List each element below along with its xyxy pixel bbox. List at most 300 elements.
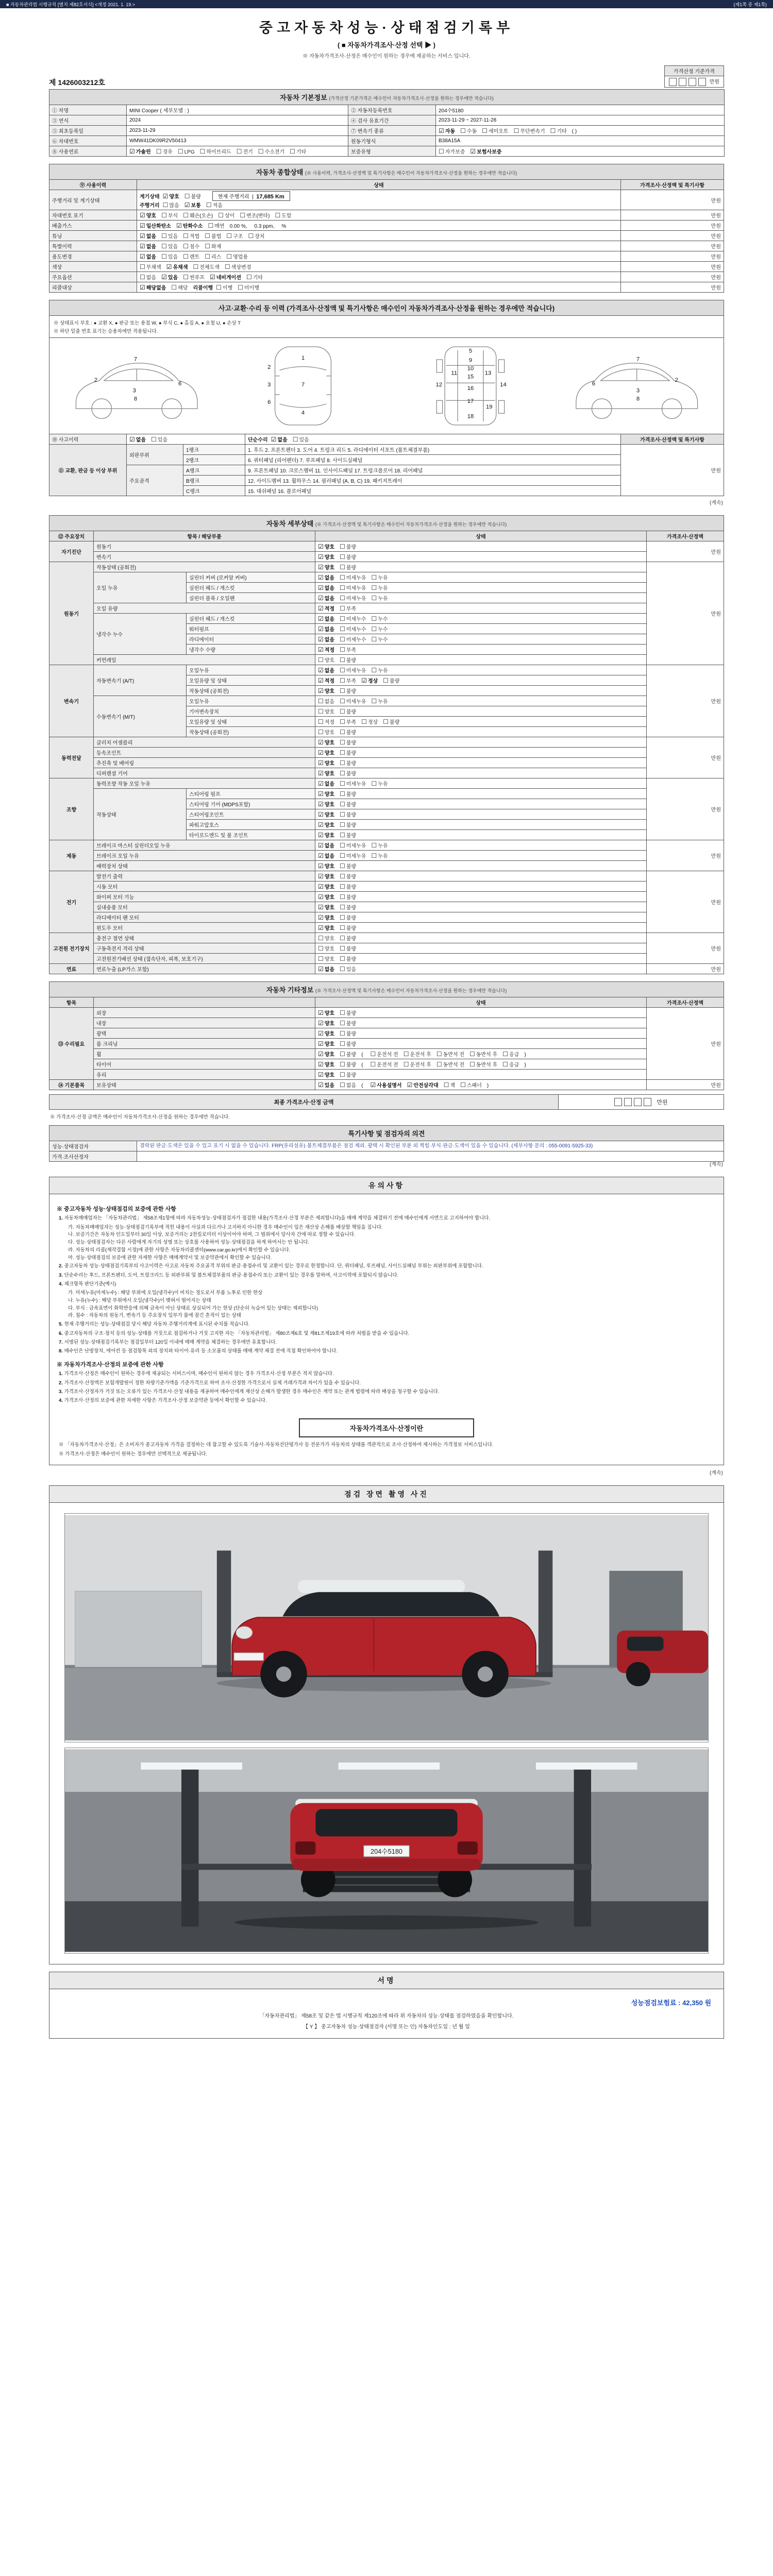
inline-value: ( — [361, 1052, 363, 1058]
panel-number: 16 — [467, 385, 474, 392]
checkbox-미세누유[interactable]: ☐ 미세누유 — [340, 595, 366, 602]
item-state — [315, 820, 647, 830]
checkbox-불법[interactable]: ☐ 불법 — [205, 232, 222, 240]
checkbox-불량[interactable]: ☐ 불량 — [340, 708, 357, 716]
checkbox-썬루프[interactable]: ☐ 썬루프 — [183, 274, 205, 281]
item-label: 원동기 — [94, 541, 315, 552]
checkbox-누유[interactable]: ☐ 누유 — [371, 852, 388, 860]
checkbox-구조[interactable]: ☐ 구조 — [226, 232, 243, 240]
checkbox-불량[interactable]: ☐ 불량 — [340, 1040, 357, 1048]
item-label: 디퍼렌셜 기어 — [94, 768, 315, 778]
checkbox-동반석 전[interactable]: ☐ 동반석 전 — [436, 1061, 465, 1069]
form-rule-bar — [0, 0, 773, 8]
checkbox-양호[interactable]: ☑ 양호 — [318, 543, 335, 551]
column-header: 상태 — [137, 180, 621, 190]
field-label: ② 자동차등록번호 — [348, 105, 436, 115]
remarks-row — [49, 1141, 724, 1151]
checkbox-양호[interactable]: ☑ 양호 — [162, 193, 179, 200]
checkbox-양호[interactable]: ☑ 양호 — [318, 1050, 335, 1058]
checkbox-변조(변타)[interactable]: ☐ 변조(변타) — [240, 212, 270, 219]
checkbox-불량[interactable]: ☐ 불량 — [340, 553, 357, 561]
continue-mark: (계속) — [710, 500, 723, 506]
final-price-digit — [614, 1098, 622, 1106]
checkbox-경유[interactable]: ☐ 경유 — [156, 148, 173, 156]
checkbox-누수[interactable]: ☐ 누수 — [371, 615, 388, 623]
checkbox-양호[interactable]: ☑ 양호 — [318, 553, 335, 561]
checkbox-전기[interactable]: ☐ 전기 — [236, 148, 253, 156]
checkbox-양호[interactable]: ☑ 양호 — [318, 914, 335, 922]
checkbox-누유[interactable]: ☐ 누유 — [371, 667, 388, 674]
checkbox-없음[interactable]: ☑ 없음 — [318, 584, 335, 592]
checkbox-없음[interactable]: ☑ 없음 — [318, 625, 335, 633]
checkbox-양호[interactable]: ☑ 양호 — [318, 770, 335, 777]
notice-subitem: 라. 침수 : 자동차의 원동기, 변속기 등 주요장치 일부가 물에 잠긴 흔적이 있는 상태 — [68, 1313, 241, 1319]
checkbox-없음[interactable]: ☑ 없음 — [318, 667, 335, 674]
checkbox-부족[interactable]: ☐ 부족 — [340, 677, 357, 685]
checkbox-미세누유[interactable]: ☐ 미세누유 — [340, 842, 366, 850]
checkbox-불량[interactable]: ☐ 불량 — [340, 687, 357, 695]
checkbox-도말[interactable]: ☐ 도말 — [275, 212, 292, 219]
checkbox-적정[interactable]: ☐ 적정 — [318, 718, 335, 726]
checkbox-수소전기[interactable]: ☐ 수소전기 — [258, 148, 285, 156]
checkbox-있음[interactable]: ☐ 있음 — [161, 232, 178, 240]
checkbox-응급[interactable]: ☐ 응급 — [502, 1061, 519, 1069]
subitem-label: 스티어링 펌프 — [187, 789, 315, 799]
item-state — [315, 830, 647, 840]
item-state — [315, 840, 647, 851]
checkbox-icon: ☐ — [383, 718, 389, 726]
checkbox-기타[interactable]: ☐ 기타 — [550, 127, 567, 135]
checkbox-icon: ☑ — [271, 436, 277, 444]
checkbox-운전석 후[interactable]: ☐ 운전석 후 — [403, 1061, 431, 1069]
checkbox-양호[interactable]: ☑ 양호 — [318, 687, 335, 695]
item-state — [315, 892, 647, 902]
checkbox-icon: ☐ — [205, 243, 211, 250]
checkbox-양호[interactable]: ☑ 양호 — [318, 739, 335, 747]
checkbox-없음[interactable]: ☑ 없음 — [318, 615, 335, 623]
checkbox-적정[interactable]: ☑ 적정 — [318, 605, 335, 613]
checkbox-불량[interactable]: ☐ 불량 — [340, 924, 357, 932]
checkbox-적법[interactable]: ☐ 적법 — [183, 232, 200, 240]
checkbox-누수[interactable]: ☐ 누수 — [371, 625, 388, 633]
checkbox-미세누유[interactable]: ☐ 미세누유 — [340, 667, 366, 674]
checkbox-누수[interactable]: ☐ 누수 — [371, 636, 388, 643]
subitem-label: 냉각수 수량 — [187, 645, 315, 655]
detail-state-table — [49, 515, 724, 974]
item-label: 외장 — [94, 1008, 315, 1018]
checkbox-있음[interactable]: ☐ 있음 — [340, 965, 357, 973]
price-cell: 만원 — [621, 445, 724, 496]
checkbox-누유[interactable]: ☐ 누유 — [371, 584, 388, 592]
panel-number: 17 — [467, 398, 474, 405]
subitem-label: 스티어링조인트 — [187, 809, 315, 820]
checkbox-양호[interactable]: ☑ 양호 — [318, 1030, 335, 1038]
checkbox-icon: ☑ — [318, 667, 324, 674]
checkbox-icon: ☐ — [340, 852, 345, 860]
checkbox-양호[interactable]: ☐ 양호 — [318, 935, 335, 942]
checkbox-양호[interactable]: ☑ 양호 — [318, 893, 335, 901]
checkbox-icon: ☐ — [183, 274, 189, 281]
checkbox-없음[interactable]: ☑ 없음 — [140, 232, 157, 240]
device-group: ⑭ 기본품목 — [49, 1080, 94, 1090]
checkbox-불량[interactable]: ☐ 불량 — [340, 759, 357, 767]
checkbox-불량[interactable]: ☐ 불량 — [340, 1071, 357, 1079]
checkbox-불량[interactable]: ☐ 불량 — [340, 790, 357, 798]
signature-fields: 【 Y 】 중고자동차 성능·상태점검자 (서명 또는 인) 자동차인도일 : 년 월 일 — [303, 2024, 470, 2030]
item-label: 충전구 절연 상태 — [94, 933, 315, 943]
checkbox-전체도색[interactable]: ☐ 전체도색 — [193, 263, 220, 271]
checkbox-운전석 후[interactable]: ☐ 운전석 후 — [403, 1050, 431, 1058]
checkbox-없음[interactable]: ☑ 없음 — [318, 595, 335, 602]
checkbox-스패너[interactable]: ☐ 스패너 — [460, 1081, 482, 1089]
checkbox-상이[interactable]: ☐ 상이 — [218, 212, 235, 219]
checkbox-침수[interactable]: ☐ 침수 — [183, 243, 200, 250]
inspector-comment: 결락된 판금·도색은 있을 수 있고 표기 시 없을 수 있습니다. FRP(유리섬유)·볼트체결부품은 점검 제외. 광택 시 확인된 부분 외 찍힘·부식·판금·도색이 있을 수 있습니다. (세부사항 문의 : 055-0091-5925-33) — [137, 1141, 724, 1151]
checkbox-부족[interactable]: ☐ 부족 — [340, 718, 357, 726]
checkbox-많음[interactable]: ☐ 많음 — [162, 201, 179, 209]
checkbox-불량[interactable]: ☐ 불량 — [340, 564, 357, 571]
field-label: ⑧ 사용연료 — [49, 146, 127, 157]
panel-number: 3 — [132, 387, 136, 394]
device-row — [49, 912, 724, 923]
checkbox-불량[interactable]: ☐ 불량 — [340, 883, 357, 891]
checkbox-icon: ☑ — [140, 253, 145, 261]
checkbox-기타[interactable]: ☐ 기타 — [290, 148, 307, 156]
checkbox-icon: ☐ — [383, 677, 389, 685]
checkbox-화재[interactable]: ☐ 화재 — [205, 243, 222, 250]
checkbox-미세누유[interactable]: ☐ 미세누유 — [340, 852, 366, 860]
basic-row — [49, 126, 725, 136]
checkbox-icon: ☐ — [218, 212, 224, 219]
checkbox-불량[interactable]: ☐ 불량 — [340, 543, 357, 551]
checkbox-icon: ☑ — [318, 1050, 324, 1058]
checkbox-불량[interactable]: ☐ 불량 — [340, 770, 357, 777]
checkbox-icon: ☐ — [340, 770, 345, 777]
checkbox-불량[interactable]: ☐ 불량 — [184, 193, 201, 200]
checkbox-없음[interactable]: ☑ 없음 — [318, 636, 335, 643]
checkbox-미이행[interactable]: ☐ 미이행 — [238, 284, 259, 292]
panel-number: 9 — [468, 357, 472, 364]
checkbox-없음[interactable]: ☐ 없음 — [140, 274, 157, 281]
checkbox-icon: ☐ — [340, 667, 345, 674]
checkbox-양호[interactable]: ☑ 양호 — [140, 212, 157, 219]
checkbox-일산화탄소[interactable]: ☑ 일산화탄소 — [140, 222, 172, 230]
device-group: 동력전달 — [49, 737, 94, 778]
checkbox-누유[interactable]: ☐ 누유 — [371, 595, 388, 602]
checkbox-사용설명서[interactable]: ☑ 사용설명서 — [370, 1081, 402, 1089]
checkbox-icon: ☐ — [193, 263, 199, 271]
checkbox-불량[interactable]: ☐ 불량 — [340, 832, 357, 839]
checkbox-icon: ☐ — [340, 1040, 345, 1048]
panel-number: 1 — [301, 355, 305, 362]
item-state — [315, 1039, 647, 1049]
diagram-underbody-frame — [396, 342, 545, 430]
checkbox-없음[interactable]: ☑ 없음 — [140, 243, 157, 250]
device-row — [49, 552, 724, 562]
checkbox-미세누유[interactable]: ☐ 미세누유 — [340, 574, 366, 582]
checkbox-양호[interactable]: ☑ 양호 — [318, 1009, 335, 1017]
checkbox-양호[interactable]: ☑ 양호 — [318, 821, 335, 829]
grouped-header-row — [49, 997, 724, 1008]
checkbox-있음[interactable]: ☐ 있음 — [151, 436, 168, 444]
checkbox-icon: ☐ — [340, 883, 345, 891]
checkbox-icon: ☐ — [340, 574, 345, 582]
checkbox-불량[interactable]: ☐ 불량 — [340, 728, 357, 736]
checkbox-LPG[interactable]: ☐ LPG — [177, 148, 195, 156]
checkbox-있음[interactable]: ☑ 있음 — [161, 274, 178, 281]
checkbox-icon: ☐ — [171, 284, 177, 292]
checkbox-icon: ☐ — [370, 1061, 376, 1069]
checkbox-불량[interactable]: ☐ 불량 — [383, 677, 400, 685]
checkbox-icon: ☐ — [403, 1050, 409, 1058]
checkbox-icon: ☐ — [340, 1071, 345, 1079]
checkbox-불량[interactable]: ☐ 불량 — [340, 893, 357, 901]
item-state — [315, 809, 647, 820]
checkbox-양호[interactable]: ☑ 양호 — [318, 832, 335, 839]
checkbox-있음[interactable]: ☐ 있음 — [161, 253, 178, 261]
checkbox-누유[interactable]: ☐ 누유 — [371, 698, 388, 705]
checkbox-불량[interactable]: ☐ 불량 — [340, 811, 357, 819]
checkbox-불량[interactable]: ☐ 불량 — [340, 1009, 357, 1017]
column-header: ⑫ 주요장치 — [49, 531, 94, 541]
field-label: 원동기형식 — [348, 136, 436, 146]
checkbox-양호[interactable]: ☑ 양호 — [318, 1061, 335, 1069]
checkbox-동반석 후[interactable]: ☐ 동반석 후 — [469, 1050, 498, 1058]
price-cell: 만원 — [646, 665, 724, 737]
checkbox-장치[interactable]: ☐ 장치 — [248, 232, 265, 240]
checkbox-매연[interactable]: ☐ 매연 — [208, 222, 225, 230]
checkbox-불량[interactable]: ☐ 불량 — [340, 955, 357, 963]
checkbox-영업용[interactable]: ☐ 영업용 — [226, 253, 248, 261]
checkbox-미세누수[interactable]: ☐ 미세누수 — [340, 636, 366, 643]
checkbox-없음[interactable]: ☑ 없음 — [318, 574, 335, 582]
checkbox-해당[interactable]: ☐ 해당 — [171, 284, 188, 292]
checkbox-불량[interactable]: ☐ 불량 — [340, 821, 357, 829]
checkbox-icon: ☐ — [340, 1081, 345, 1089]
checkbox-없음[interactable]: ☑ 없음 — [318, 965, 335, 973]
checkbox-탄화수소[interactable]: ☑ 탄화수소 — [176, 222, 203, 230]
checkbox-icon: ☐ — [156, 148, 162, 156]
checkbox-없음[interactable]: ☑ 없음 — [318, 842, 335, 850]
checkbox-없음[interactable]: ☑ 없음 — [318, 852, 335, 860]
checkbox-양호[interactable]: ☐ 양호 — [318, 708, 335, 716]
checkbox-불량[interactable]: ☐ 불량 — [340, 749, 357, 757]
checkbox-양호[interactable]: ☑ 양호 — [318, 924, 335, 932]
price-cell: 만원 — [646, 778, 724, 840]
checkbox-없음[interactable]: ☑ 없음 — [318, 780, 335, 788]
checkbox-적정[interactable]: ☑ 적정 — [318, 677, 335, 685]
checkbox-icon: ☐ — [340, 646, 345, 654]
checkbox-부식[interactable]: ☐ 부식 — [161, 212, 178, 219]
checkbox-불량[interactable]: ☐ 불량 — [340, 739, 357, 747]
notice-subitem: 라. 자동차의 리콜(제작결함 시정)에 관한 사항은 자동차리콜센터(www.car.go.kr)에서 확인할 수 있습니다. — [68, 1247, 291, 1253]
checkbox-양호[interactable]: ☑ 양호 — [318, 883, 335, 891]
checkbox-icon: ☑ — [161, 274, 167, 281]
checkbox-icon: ☐ — [140, 274, 145, 281]
notice-box-line: ※ 「자동차가격조사·산정」은 소비자가 중고자동차 가격을 결정하는 데 참고할 수 있도록 기술사·자동차진단평가사 등 전문가가 자동차의 상태를 객관적으로 조사·산정하여 제시하는 가격정보 서비스입니다. — [59, 1442, 494, 1448]
checkbox-양호[interactable]: ☑ 양호 — [318, 564, 335, 571]
row-state — [137, 272, 621, 282]
panel-number: 7 — [301, 382, 305, 388]
checkbox-불량[interactable]: ☐ 불량 — [340, 1020, 357, 1027]
checkbox-부족[interactable]: ☐ 부족 — [340, 605, 357, 613]
field-label: 보증유형 — [348, 146, 436, 157]
checkbox-기타[interactable]: ☐ 기타 — [246, 274, 263, 281]
checkbox-렌트[interactable]: ☐ 렌트 — [183, 253, 200, 261]
checkbox-응급[interactable]: ☐ 응급 — [502, 1050, 519, 1058]
checkbox-미세누유[interactable]: ☐ 미세누유 — [340, 698, 366, 705]
checkbox-있음[interactable]: ☑ 있음 — [318, 1081, 335, 1089]
usage-history-row — [49, 251, 724, 262]
checkbox-없음[interactable]: ☐ 없음 — [318, 698, 335, 705]
device-row — [49, 902, 724, 912]
checkbox-정상[interactable]: ☑ 정상 — [361, 677, 378, 685]
device-group: 조향 — [49, 778, 94, 840]
checkbox-icon: ☑ — [361, 677, 367, 685]
checkbox-미세누수[interactable]: ☐ 미세누수 — [340, 625, 366, 633]
checkbox-없음[interactable]: ☑ 없음 — [271, 436, 288, 444]
checkbox-가솔린[interactable]: ☑ 가솔린 — [129, 148, 151, 156]
checkbox-세미오토[interactable]: ☐ 세미오토 — [482, 127, 509, 135]
checkbox-양호[interactable]: ☑ 양호 — [318, 1020, 335, 1027]
checkbox-네비게이션[interactable]: ☑ 네비게이션 — [209, 274, 242, 281]
checkbox-icon: ☐ — [361, 718, 367, 726]
checkbox-양호[interactable]: ☑ 양호 — [318, 873, 335, 880]
field-options — [436, 146, 725, 157]
checkbox-유채색[interactable]: ☑ 유채색 — [166, 263, 188, 271]
checkbox-없음[interactable]: ☑ 없음 — [129, 436, 146, 444]
checkbox-icon: ☐ — [340, 636, 345, 643]
checkbox-동반석 후[interactable]: ☐ 동반석 후 — [469, 1061, 498, 1069]
checkbox-누유[interactable]: ☐ 누유 — [371, 842, 388, 850]
checkbox-훼손(오손)[interactable]: ☐ 훼손(오손) — [183, 212, 213, 219]
row-label: 튜닝 — [49, 231, 137, 241]
checkbox-양호[interactable]: ☑ 양호 — [318, 862, 335, 870]
row-state — [137, 231, 621, 241]
checkbox-무단변속기[interactable]: ☐ 무단변속기 — [513, 127, 545, 135]
checkbox-icon: ☐ — [238, 284, 243, 292]
panel-items: 1. 후드 2. 프론트펜더 3. 도어 4. 트렁크 리드 5. 라디에이터 서포트 (볼트체결부품) — [245, 445, 621, 455]
column-header: 가격조사·산정액 및 특기사항 — [621, 180, 724, 190]
checkbox-양호[interactable]: ☑ 양호 — [318, 759, 335, 767]
checkbox-자가보증[interactable]: ☐ 자가보증 — [439, 148, 465, 156]
checkbox-양호[interactable]: ☐ 양호 — [318, 955, 335, 963]
item-state — [315, 696, 647, 706]
checkbox-미세누유[interactable]: ☐ 미세누유 — [340, 780, 366, 788]
checkbox-icon: ☐ — [140, 263, 145, 271]
checkbox-부족[interactable]: ☐ 부족 — [340, 646, 357, 654]
checkbox-없음[interactable]: ☑ 없음 — [140, 253, 157, 261]
remarks-table — [49, 1125, 724, 1162]
checkbox-icon: ☑ — [318, 564, 324, 571]
checkbox-불량[interactable]: ☐ 불량 — [340, 935, 357, 942]
checkbox-동반석 전[interactable]: ☐ 동반석 전 — [436, 1050, 465, 1058]
checkbox-하이브리드[interactable]: ☐ 하이브리드 — [199, 148, 231, 156]
checkbox-양호[interactable]: ☐ 양호 — [318, 728, 335, 736]
checkbox-불량[interactable]: ☐ 불량 — [340, 904, 357, 911]
checkbox-보험사보증[interactable]: ☑ 보험사보증 — [470, 148, 502, 156]
checkbox-리스[interactable]: ☐ 리스 — [205, 253, 222, 261]
checkbox-불량[interactable]: ☐ 불량 — [340, 1050, 357, 1058]
checkbox-운전석 전[interactable]: ☐ 운전석 전 — [370, 1061, 398, 1069]
checkbox-양호[interactable]: ☐ 양호 — [318, 945, 335, 953]
checkbox-양호[interactable]: ☑ 양호 — [318, 1040, 335, 1048]
checkbox-양호[interactable]: ☑ 양호 — [318, 811, 335, 819]
checkbox-있음[interactable]: ☐ 있음 — [292, 436, 309, 444]
checkbox-icon: ☐ — [513, 127, 519, 135]
checkbox-정상[interactable]: ☐ 정상 — [361, 718, 378, 726]
checkbox-불량[interactable]: ☐ 불량 — [340, 801, 357, 808]
checkbox-적음[interactable]: ☐ 적음 — [206, 201, 223, 209]
checkbox-icon: ☑ — [318, 801, 324, 808]
checkbox-미세누유[interactable]: ☐ 미세누유 — [340, 584, 366, 592]
checkbox-누유[interactable]: ☐ 누유 — [371, 780, 388, 788]
checkbox-icon: ☑ — [140, 222, 145, 230]
checkbox-안전삼각대[interactable]: ☑ 안전삼각대 — [407, 1081, 439, 1089]
checkbox-해당없음[interactable]: ☑ 해당없음 — [140, 284, 166, 292]
checkbox-양호[interactable]: ☑ 양호 — [318, 904, 335, 911]
item-label: 오일 유량 — [94, 603, 315, 614]
device-row — [49, 1059, 724, 1070]
checkbox-없음[interactable]: ☐ 없음 — [340, 1081, 357, 1089]
checkbox-잭[interactable]: ☐ 잭 — [443, 1081, 456, 1089]
checkbox-이행[interactable]: ☐ 이행 — [216, 284, 233, 292]
item-state — [315, 1049, 647, 1059]
checkbox-불량[interactable]: ☐ 불량 — [340, 914, 357, 922]
checkbox-양호[interactable]: ☑ 양호 — [318, 749, 335, 757]
license-plate-text: 204수5180 — [370, 1847, 403, 1855]
checkbox-양호[interactable]: ☑ 양호 — [318, 801, 335, 808]
checkbox-불량[interactable]: ☐ 불량 — [340, 873, 357, 880]
checkbox-icon: ☐ — [502, 1061, 509, 1069]
checkbox-불량[interactable]: ☐ 불량 — [340, 945, 357, 953]
checkbox-있음[interactable]: ☐ 있음 — [161, 243, 178, 250]
item-label: 발전기 출력 — [94, 871, 315, 882]
photo-section-title: 점검 장면 촬영 사진 — [49, 1486, 724, 1503]
checkbox-양호[interactable]: ☑ 양호 — [318, 1071, 335, 1079]
checkbox-icon: ☑ — [129, 436, 135, 444]
checkbox-icon: ☑ — [129, 148, 135, 156]
row-label: 리콜대상 — [49, 282, 137, 293]
checkbox-보통[interactable]: ☑ 보통 — [184, 201, 201, 209]
checkbox-불량[interactable]: ☐ 불량 — [340, 862, 357, 870]
checkbox-불량[interactable]: ☐ 불량 — [340, 1030, 357, 1038]
checkbox-불량[interactable]: ☐ 불량 — [383, 718, 400, 726]
checkbox-icon: ☑ — [470, 148, 476, 156]
panel-number: 6 — [592, 381, 595, 387]
checkbox-icon: ☐ — [403, 1061, 409, 1069]
checkbox-미세누수[interactable]: ☐ 미세누수 — [340, 615, 366, 623]
checkbox-불량[interactable]: ☐ 불량 — [340, 1061, 357, 1069]
checkbox-운전석 전[interactable]: ☐ 운전석 전 — [370, 1050, 398, 1058]
checkbox-자동[interactable]: ☑ 자동 — [439, 127, 456, 135]
device-row — [49, 768, 724, 778]
checkbox-불량[interactable]: ☐ 불량 — [340, 656, 357, 664]
checkbox-적정[interactable]: ☑ 적정 — [318, 646, 335, 654]
checkbox-icon: ☐ — [246, 274, 252, 281]
inline-value: ) — [524, 1052, 526, 1058]
checkbox-무채색[interactable]: ☐ 무채색 — [140, 263, 161, 271]
checkbox-양호[interactable]: ☐ 양호 — [318, 656, 335, 664]
checkbox-icon: ☑ — [318, 821, 324, 829]
device-group: 고전원 전기장치 — [49, 933, 94, 964]
checkbox-누유[interactable]: ☐ 누유 — [371, 574, 388, 582]
checkbox-양호[interactable]: ☑ 양호 — [318, 790, 335, 798]
checkbox-icon: ☑ — [209, 274, 215, 281]
checkbox-수동[interactable]: ☐ 수동 — [460, 127, 477, 135]
checkbox-색상변경[interactable]: ☐ 색상변경 — [224, 263, 251, 271]
panel-number: 12 — [435, 382, 442, 388]
